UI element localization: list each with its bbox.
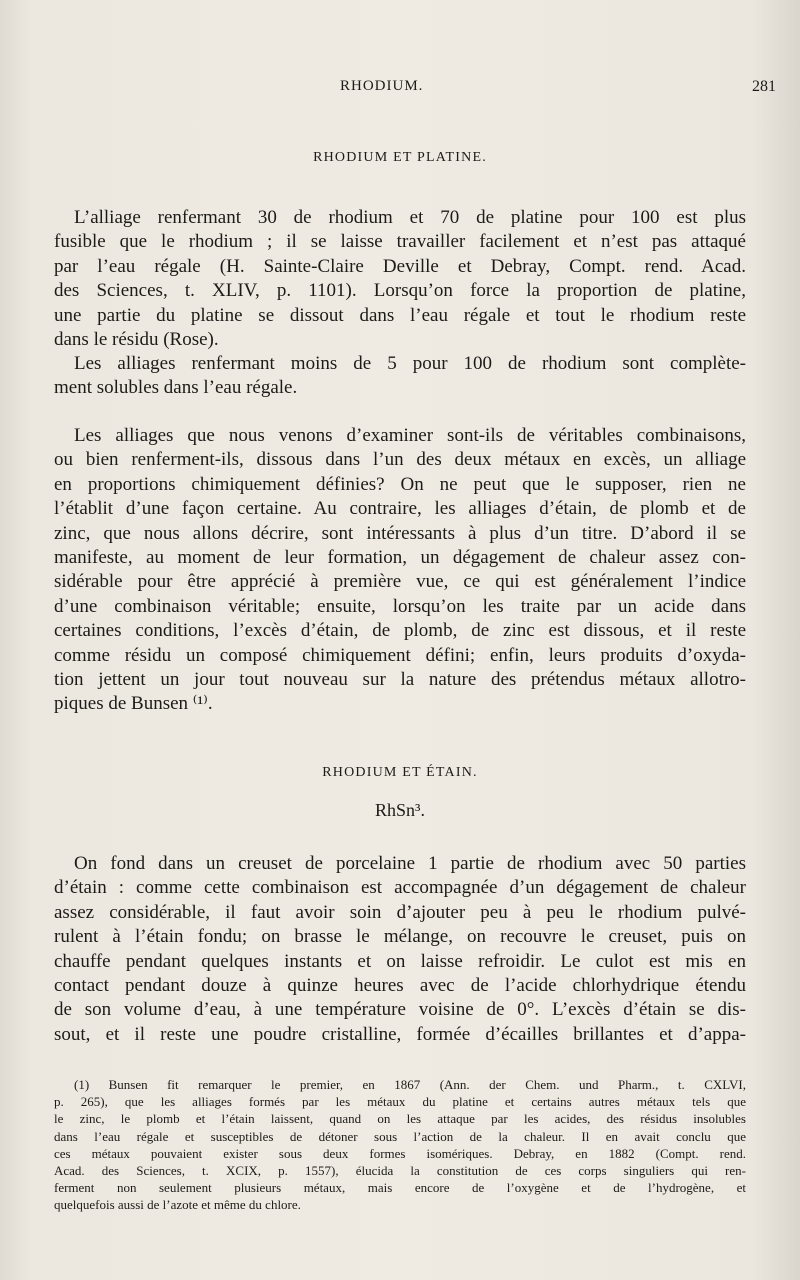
footnote-line: le zinc, le plomb et l’étain laissent, quand on les attaque par les acides, des résidus insolubles [54, 1111, 746, 1127]
text-line: chauffe pendant quelques instants et on laisse refroidir. Le culot est mis en [54, 950, 746, 972]
text-line: L’alliage renfermant 30 de rhodium et 70 de platine pour 100 est plus [74, 207, 746, 228]
text-line: sidérable pour être apprécié à première vue, ce qui est généralement l’indice [54, 571, 746, 593]
text-line: piques de Bunsen ⁽¹⁾. [54, 693, 213, 715]
footnote-line: ferment non seulement plusieurs métaux, mais encore de l’oxygène et de l’hydrogène, et [54, 1180, 746, 1196]
text-line: tion jettent un jour tout nouveau sur la nature des prétendus métaux allotro- [54, 669, 746, 691]
text-line: Les alliages que nous venons d’examiner sont-ils de véritables combinaisons, [74, 425, 746, 446]
text-line: contact pendant douze à quinze heures avec de l’acide chlorhydrique étendu [54, 975, 746, 997]
text-line: zinc, que nous allons décrire, sont intéressants à plus d’un titre. D’abord il se [54, 522, 746, 544]
footnote-line: ces métaux pouvaient exister sous deux formes isomériques. Debray, en 1882 (Compt. rend. [54, 1145, 746, 1161]
section-heading-rhodium-platine: RHODIUM ET PLATINE. [313, 150, 487, 165]
footnote-line: (1) Bunsen fit remarquer le premier, en 1867 (Ann. der Chem. und Pharm., t. CXLVI, [74, 1077, 746, 1092]
paragraph-alliage-30-70 [54, 206, 746, 352]
text-line: Les alliages renfermant moins de 5 pour 100 de rhodium sont complète- [74, 353, 746, 374]
text-line: d’une combinaison véritable; ensuite, lorsqu’on les traite par un acide dans [54, 595, 746, 617]
text-line: fusible que le rhodium ; il se laisse travailler facilement et n’est pas attaqué [54, 231, 746, 253]
paragraph-alliages-5-pour-100 [54, 352, 746, 401]
text-line: d’étain : comme cette combinaison est accompagnée d’un dégagement de chaleur [54, 877, 746, 899]
section-heading-rhodium-etain: RHODIUM ET ÉTAIN. [322, 765, 478, 780]
footnote-line: quelquefois aussi de l’azote et même du chlore. [54, 1197, 301, 1213]
text-line: On fond dans un creuset de porcelaine 1 partie de rhodium avec 50 parties [74, 853, 746, 874]
footnote-line: dans l’eau régale et susceptibles de détoner sous l’action de la chaleur. Il en avait conclu que [54, 1128, 746, 1144]
text-line: des Sciences, t. XLIV, p. 1101). Lorsqu’on force la proportion de platine, [54, 280, 746, 302]
text-line: manifeste, au moment de leur formation, un dégagement de chaleur assez con- [54, 547, 746, 569]
text-line: en proportions chimiquement définies? On ne peut que le supposer, rien ne [54, 473, 746, 495]
footnote [54, 1076, 746, 1214]
text-line: assez considérable, il faut avoir soin d’ajouter peu à peu le rhodium pulvé- [54, 901, 746, 923]
paragraph-preparation [54, 852, 746, 1047]
text-line: dans le résidu (Rose). [54, 329, 219, 351]
footnote-line: p. 265), que les alliages formés par les métaux du platine et certains autres métaux tels que [54, 1094, 746, 1110]
text-line: ou bien renferment-ils, dissous dans l’un des deux métaux en excès, un alliage [54, 449, 746, 471]
text-line: une partie du platine se dissout dans l’eau régale et tout le rhodium reste [54, 304, 746, 326]
paragraph-combinaisons [54, 424, 746, 717]
text-line: comme résidu un composé chimiquement défini; enfin, leurs produits d’oxyda- [54, 644, 746, 666]
chemical-formula: RhSn³. [375, 800, 425, 820]
text-line: l’établit d’une façon certaine. Au contraire, les alliages d’étain, de plomb et de [54, 498, 746, 520]
text-line: de son volume d’eau, à une température voisine de 0°. L’excès d’étain se dis- [54, 999, 746, 1021]
text-line: rulent à l’étain fondu; on brasse le mélange, on recouvre le creuset, puis on [54, 926, 746, 948]
running-title: RHODIUM. [340, 78, 424, 94]
running-head [0, 78, 800, 102]
footnote-line: Acad. des Sciences, t. XCIX, p. 1557), élucida la constitution de ces corps singuliers qui ren- [54, 1163, 746, 1179]
text-line: ment solubles dans l’eau régale. [54, 377, 298, 399]
text-line: par l’eau régale (H. Sainte-Claire Deville et Debray, Compt. rend. Acad. [54, 255, 746, 277]
page-number: 281 [752, 78, 776, 95]
text-line: certaines conditions, l’excès d’étain, de plomb, de zinc est dissous, et il reste [54, 620, 746, 642]
text-line: sout, et il reste une poudre cristalline, formée d’écailles brillantes et d’appa- [54, 1023, 746, 1045]
